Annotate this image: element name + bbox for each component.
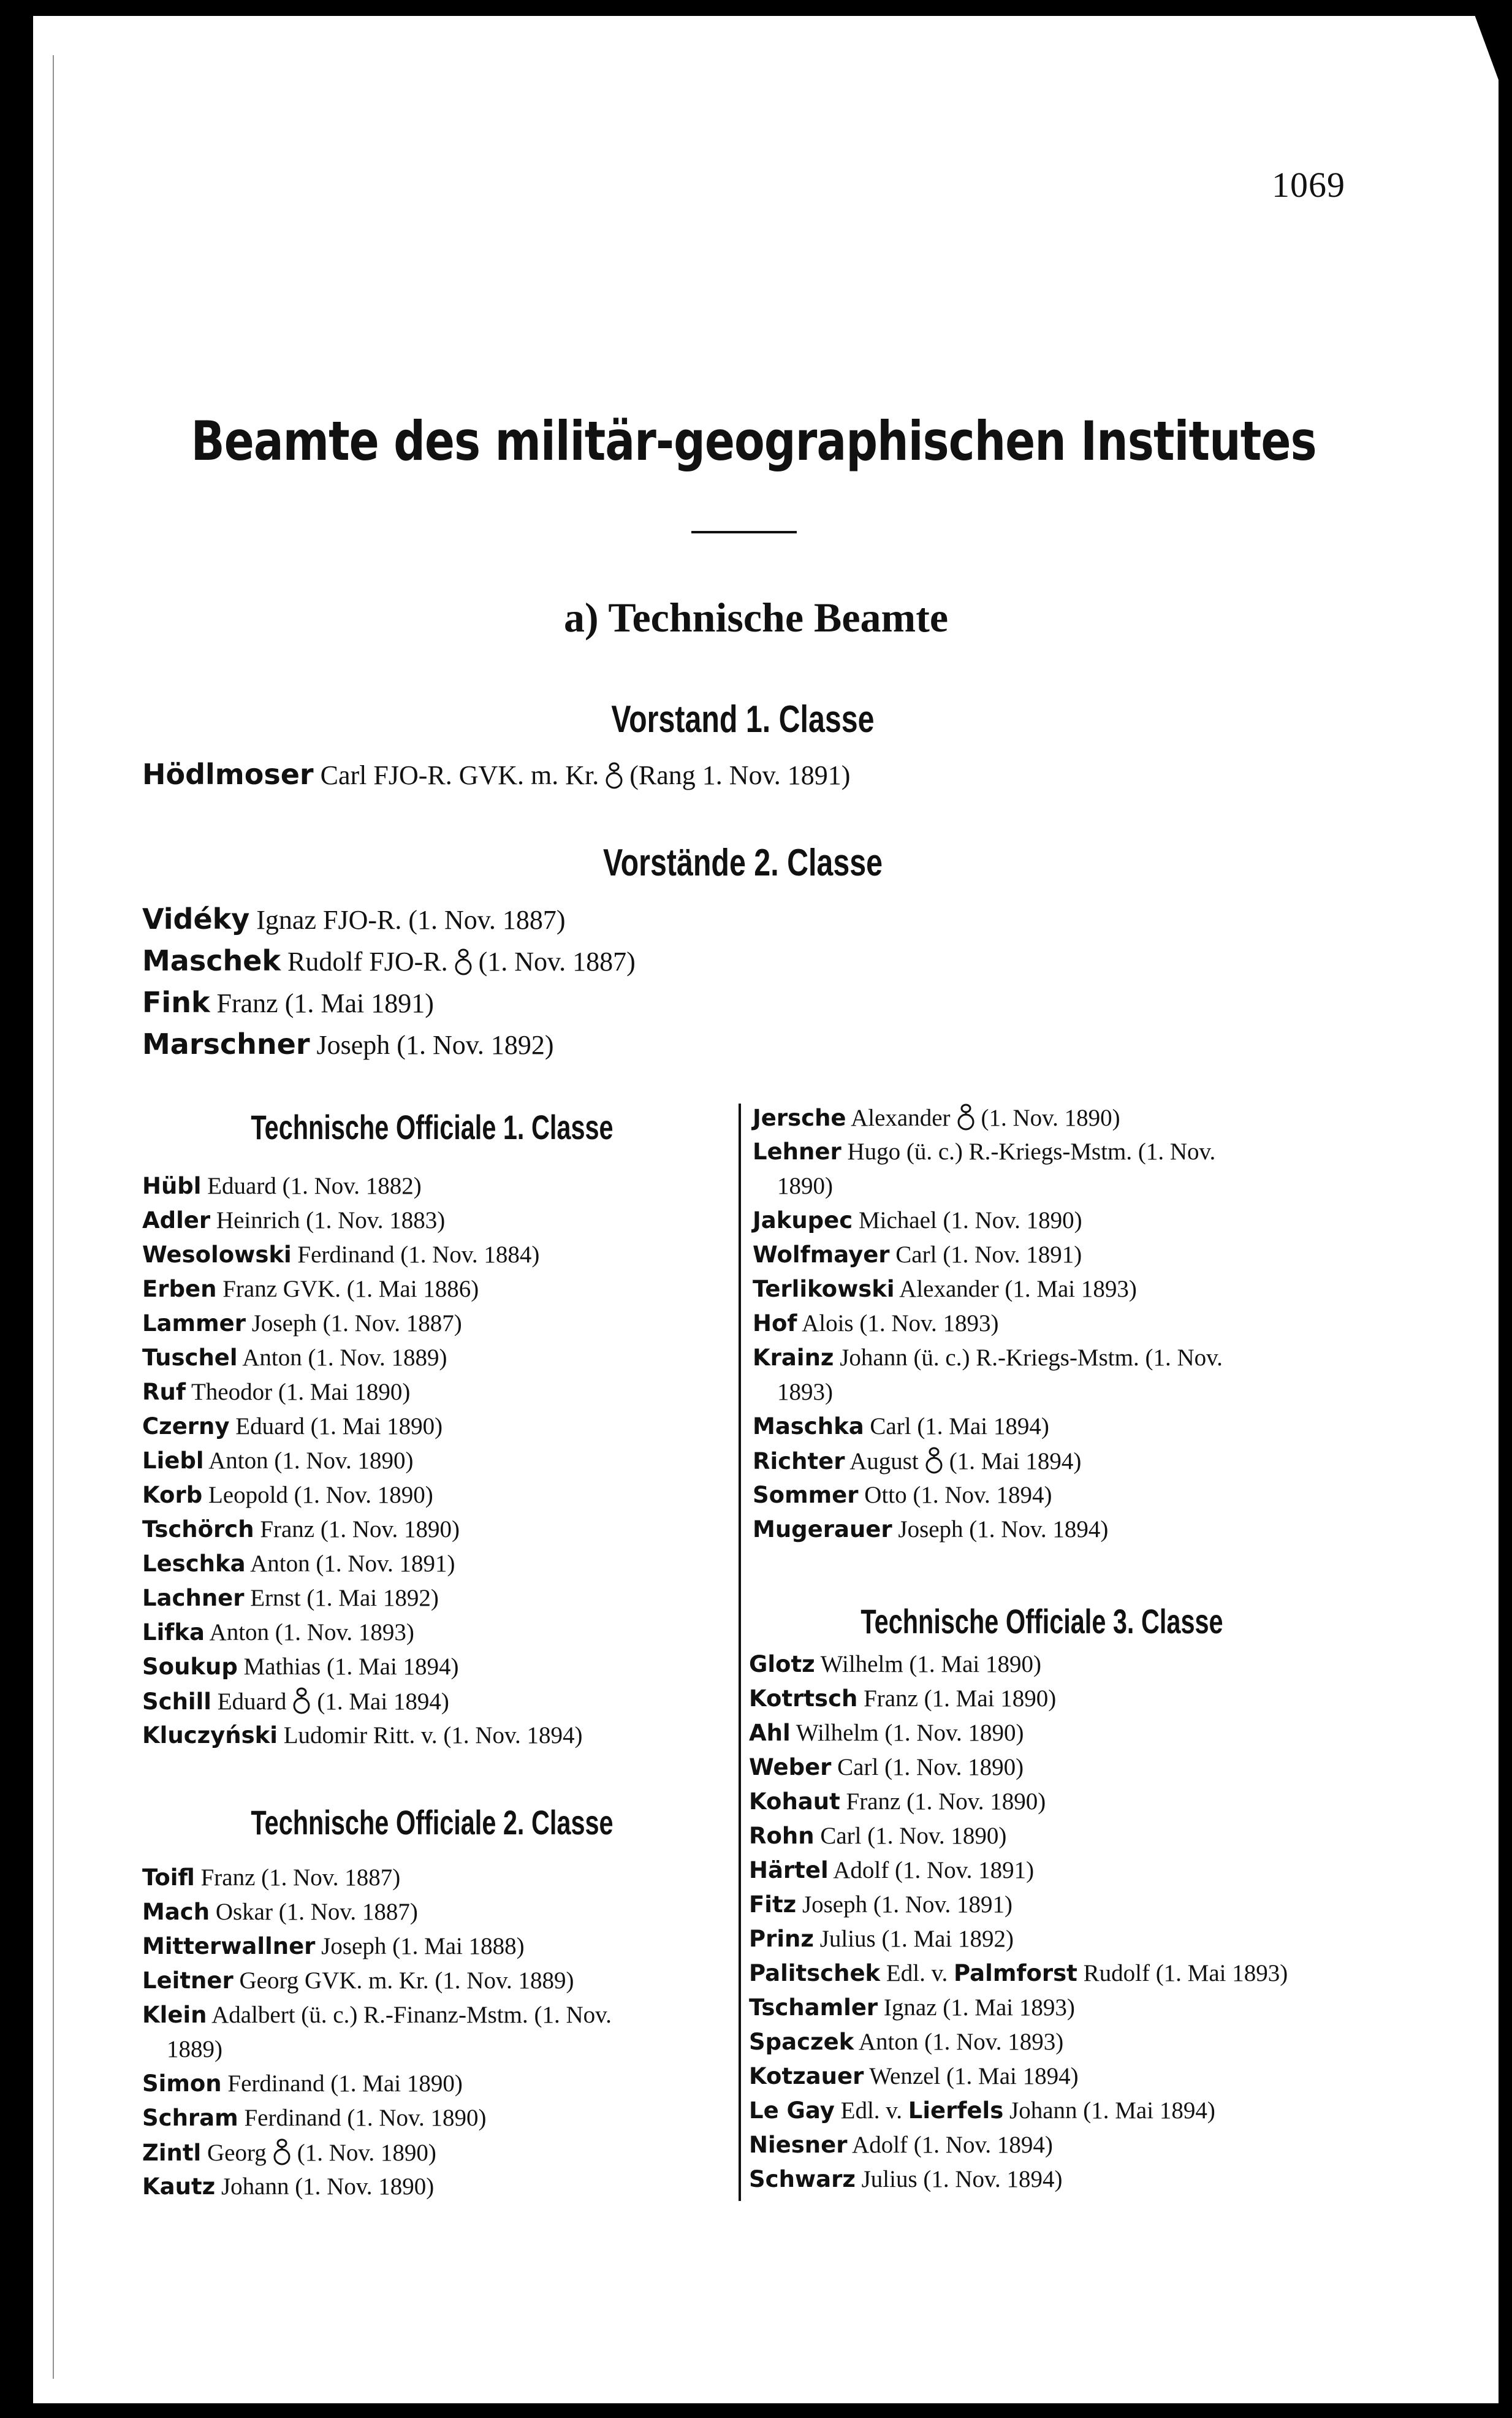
entry-surname: Sommer	[753, 1482, 859, 1508]
entry-surname: Härtel	[749, 1857, 829, 1883]
personnel-entry	[749, 1925, 1014, 1953]
entry-surname: Schram	[142, 2105, 238, 2131]
entry-surname: Adler	[142, 1207, 211, 1234]
entry-surname: Vidéky	[142, 902, 250, 936]
personnel-entry	[749, 2062, 1079, 2090]
entry-surname: Hof	[753, 1310, 797, 1337]
entry-details: Hugo (ü. c.) R.-Kriegs-Mstm. (1. Nov.	[841, 1138, 1216, 1165]
entry-details: August	[845, 1448, 919, 1474]
entry-details: Anton (1. Nov. 1889)	[237, 1344, 447, 1371]
entry-surname: Toifl	[142, 1864, 195, 1891]
title-divider	[691, 531, 797, 533]
personnel-entry-continuation: 1889)	[167, 2036, 222, 2062]
entry-date: (Rang 1. Nov. 1891)	[629, 760, 851, 790]
entry-surname: Fitz	[749, 1891, 797, 1918]
entry-details: Georg	[201, 2140, 267, 2166]
entry-details: Rudolf (1. Mai 1893)	[1077, 1960, 1288, 1986]
personnel-entry	[753, 1413, 1049, 1440]
personnel-entry	[749, 2028, 1063, 2056]
entry-details: Anton (1. Nov. 1893)	[854, 2029, 1064, 2055]
entry-date: (1. Mai 1894)	[317, 1688, 449, 1715]
entry-surname: Terlikowski	[753, 1276, 895, 1302]
entry-surname: Lammer	[142, 1310, 246, 1337]
personnel-entry	[749, 1788, 1046, 1815]
personnel-entry	[749, 1685, 1056, 1712]
entry-details: Carl FJO-R. GVK. m. Kr.	[313, 760, 599, 790]
personnel-entry	[142, 902, 566, 936]
order-decoration-icon	[273, 2138, 291, 2167]
entry-details: Johann (1. Mai 1894)	[1003, 2097, 1215, 2124]
entry-surname: Kautz	[142, 2173, 216, 2200]
entry-details: Anton (1. Nov. 1891)	[245, 1550, 455, 1577]
personnel-entry	[142, 2001, 612, 2029]
entry-surname: Liebl	[142, 1447, 204, 1474]
entry-surname: Marschner	[142, 1028, 310, 1061]
personnel-entry	[142, 1413, 443, 1440]
entry-details: Ferdinand (1. Mai 1890)	[221, 2070, 463, 2097]
entry-details: Alexander	[846, 1105, 951, 1131]
order-decoration-icon	[925, 1447, 943, 1475]
entry-details: Wilhelm (1. Mai 1890)	[815, 1651, 1041, 1677]
entry-details: Eduard (1. Mai 1890)	[229, 1413, 443, 1440]
entry-details: Carl (1. Mai 1894)	[864, 1413, 1049, 1440]
personnel-entry	[749, 1994, 1075, 2021]
entry-surname: Czerny	[142, 1413, 230, 1440]
entry-surname-predicate: Palmforst	[954, 1960, 1077, 1986]
entry-surname: Mugerauer	[753, 1516, 892, 1543]
entry-surname: Lachner	[142, 1585, 245, 1611]
entry-surname: Fink	[142, 986, 210, 1019]
entry-details: Julius (1. Nov. 1894)	[855, 2166, 1063, 2192]
entry-surname: Jersche	[753, 1105, 846, 1131]
entry-details: Carl (1. Nov. 1890)	[814, 1823, 1007, 1849]
entry-details: Edl. v.	[880, 1960, 954, 1986]
entry-details: Leopold (1. Nov. 1890)	[202, 1482, 433, 1508]
entry-details: Georg GVK. m. Kr. (1. Nov. 1889)	[233, 1967, 574, 1994]
personnel-entry	[749, 1856, 1034, 1884]
scan-corner-fold	[1469, 0, 1512, 116]
personnel-entry	[142, 1898, 418, 1926]
personnel-entry	[142, 1584, 439, 1612]
personnel-entry	[142, 1864, 400, 1891]
personnel-entry	[142, 1172, 422, 1200]
personnel-entry	[142, 2104, 486, 2132]
entry-surname: Richter	[753, 1448, 845, 1474]
officiale-3-heading: Technische Officiale 3. Classe	[860, 1602, 1223, 1641]
entry-surname: Leschka	[142, 1550, 246, 1577]
entry-details: Ignaz FJO-R. (1. Nov. 1887)	[249, 905, 566, 935]
entry-surname: Tschörch	[142, 1516, 254, 1543]
entry-surname: Kohaut	[749, 1788, 840, 1815]
personnel-entry	[142, 1241, 539, 1268]
personnel-entry	[753, 1275, 1137, 1303]
entry-details: Otto (1. Nov. 1894)	[858, 1482, 1052, 1508]
entry-details: Johann (ü. c.) R.-Kriegs-Mstm. (1. Nov.	[834, 1344, 1223, 1371]
personnel-entry	[142, 1967, 574, 1994]
personnel-entry	[142, 1687, 449, 1715]
personnel-entry	[753, 1516, 1108, 1543]
entry-surname: Weber	[749, 1754, 832, 1780]
entry-details: Joseph (1. Nov. 1887)	[246, 1310, 462, 1337]
entry-surname: Prinz	[749, 1926, 814, 1952]
entry-surname: Le Gay	[749, 2097, 835, 2124]
page-edge-line	[53, 55, 54, 2379]
order-decoration-icon	[605, 762, 623, 790]
entry-details: Ernst (1. Mai 1892)	[244, 1585, 439, 1611]
personnel-entry	[753, 1241, 1082, 1268]
entry-surname: Krainz	[753, 1344, 834, 1371]
entry-details: Carl (1. Nov. 1891)	[889, 1241, 1082, 1268]
entry-surname: Wesolowski	[142, 1241, 292, 1268]
personnel-entry	[749, 1753, 1024, 1781]
entry-details: Theodor (1. Mai 1890)	[185, 1379, 411, 1405]
entry-details: Mathias (1. Mai 1894)	[237, 1653, 459, 1680]
personnel-entry	[142, 1378, 410, 1406]
entry-details: Adolf (1. Nov. 1891)	[828, 1857, 1035, 1883]
entry-surname: Hübl	[142, 1173, 202, 1199]
personnel-entry	[749, 1650, 1041, 1678]
entry-details: Eduard	[211, 1688, 287, 1715]
entry-surname: Tschamler	[749, 1994, 878, 2021]
personnel-entry	[142, 1619, 414, 1646]
entry-surname: Zintl	[142, 2140, 202, 2166]
personnel-entry	[142, 986, 434, 1019]
entry-details: Alois (1. Nov. 1893)	[797, 1310, 999, 1337]
vorstand-2-heading: Vorstände 2. Classe	[602, 842, 883, 884]
personnel-entry	[753, 1481, 1052, 1509]
entry-surname: Maschka	[753, 1413, 864, 1440]
entry-surname-predicate: Lierfels	[908, 2097, 1004, 2124]
personnel-entry	[142, 1344, 447, 1371]
personnel-entry	[142, 1028, 554, 1061]
entry-date: (1. Mai 1894)	[949, 1448, 1082, 1474]
entry-surname: Wolfmayer	[753, 1241, 890, 1268]
personnel-entry	[749, 1891, 1012, 1918]
entry-details: Anton (1. Nov. 1893)	[204, 1619, 414, 1646]
scan-border-left	[0, 0, 33, 2418]
personnel-entry	[142, 1932, 525, 1960]
entry-details: Ferdinand (1. Nov. 1890)	[238, 2105, 487, 2131]
personnel-entry-continuation: 1893)	[777, 1379, 833, 1405]
entry-details: Joseph (1. Nov. 1894)	[892, 1516, 1109, 1543]
entry-details: Julius (1. Mai 1892)	[813, 1926, 1014, 1952]
entry-surname: Korb	[142, 1482, 203, 1508]
personnel-entry	[142, 1516, 460, 1543]
entry-date: (1. Nov. 1890)	[297, 2140, 436, 2166]
personnel-entry-continuation: 1890)	[777, 1173, 833, 1199]
entry-surname: Lehner	[753, 1138, 841, 1165]
personnel-entry	[142, 1207, 445, 1234]
personnel-entry	[753, 1207, 1082, 1234]
entry-details: Franz (1. Nov. 1887)	[194, 1864, 401, 1891]
personnel-entry	[142, 1481, 433, 1509]
entry-details: Alexander (1. Mai 1893)	[894, 1276, 1137, 1302]
entry-surname: Leitner	[142, 1967, 234, 1994]
entry-details: Joseph (1. Mai 1888)	[315, 1933, 525, 1959]
personnel-entry	[749, 2097, 1215, 2124]
entry-surname: Schill	[142, 1688, 211, 1715]
entry-surname: Kotrtsch	[749, 1685, 858, 1712]
entry-surname: Maschek	[142, 944, 281, 977]
personnel-entry	[749, 1822, 1006, 1850]
officiale-2-heading: Technische Officiale 2. Classe	[251, 1803, 614, 1842]
entry-surname: Ruf	[142, 1379, 186, 1405]
personnel-entry	[142, 1447, 414, 1474]
personnel-entry	[142, 1275, 479, 1303]
entry-surname: Palitschek	[749, 1960, 881, 1986]
entry-details: Anton (1. Nov. 1890)	[203, 1447, 414, 1474]
entry-details: Michael (1. Nov. 1890)	[853, 1207, 1082, 1234]
personnel-entry	[749, 1959, 1288, 1987]
personnel-entry	[142, 1653, 459, 1680]
entry-details: Oskar (1. Nov. 1887)	[210, 1899, 418, 1925]
entry-details: Ludomir Ritt. v. (1. Nov. 1894)	[277, 1722, 583, 1749]
entry-surname: Rohn	[749, 1823, 815, 1849]
entry-details: Franz (1. Nov. 1890)	[840, 1788, 1046, 1815]
order-decoration-icon	[292, 1687, 311, 1715]
scan-border-right	[1499, 0, 1512, 2418]
entry-surname: Niesner	[749, 2132, 848, 2158]
personnel-entry	[142, 2138, 436, 2167]
entry-details: Wilhelm (1. Nov. 1890)	[790, 1720, 1024, 1746]
personnel-entry	[142, 1550, 455, 1577]
entry-details: Heinrich (1. Nov. 1883)	[210, 1207, 446, 1234]
personnel-entry	[749, 1719, 1024, 1747]
entry-surname: Glotz	[749, 1651, 815, 1677]
entry-surname: Mach	[142, 1899, 210, 1925]
entry-details: Edl. v.	[834, 2097, 908, 2124]
personnel-entry	[142, 1722, 583, 1749]
personnel-entry	[753, 1344, 1223, 1371]
entry-details: Carl (1. Nov. 1890)	[831, 1754, 1024, 1780]
entry-details: Joseph (1. Nov. 1891)	[796, 1891, 1012, 1918]
order-decoration-icon	[454, 948, 473, 977]
personnel-entry	[142, 944, 636, 977]
personnel-entry	[749, 2131, 1053, 2159]
entry-details: Joseph (1. Nov. 1892)	[310, 1030, 554, 1060]
entry-surname: Jakupec	[753, 1207, 853, 1234]
entry-surname: Simon	[142, 2070, 222, 2097]
entry-surname: Klein	[142, 2002, 207, 2028]
entry-surname: Hödlmoser	[142, 758, 314, 791]
personnel-entry	[753, 1138, 1215, 1165]
entry-details: Eduard (1. Nov. 1882)	[201, 1173, 422, 1199]
personnel-entry	[753, 1310, 998, 1337]
vorstand-1-heading: Vorstand 1. Classe	[611, 698, 875, 741]
entry-surname: Erben	[142, 1276, 217, 1302]
entry-surname: Kotzauer	[749, 2063, 864, 2089]
entry-details: Ferdinand (1. Nov. 1884)	[291, 1241, 540, 1268]
personnel-entry	[142, 2070, 463, 2097]
entry-details: Franz (1. Nov. 1890)	[254, 1516, 460, 1543]
entry-surname: Ahl	[749, 1720, 791, 1746]
entry-details: Franz (1. Mai 1890)	[857, 1685, 1057, 1712]
order-decoration-icon	[957, 1104, 975, 1132]
entry-surname: Spaczek	[749, 2029, 854, 2055]
entry-details: Franz GVK. (1. Mai 1886)	[216, 1276, 479, 1302]
column-divider	[739, 1104, 741, 2201]
personnel-entry	[142, 2173, 434, 2200]
scan-border-bottom	[0, 2403, 1512, 2418]
entry-details: Adolf (1. Nov. 1894)	[847, 2132, 1053, 2158]
page-title: Beamte des militär-geographischen Institutes	[191, 410, 1316, 473]
personnel-entry	[142, 758, 850, 791]
personnel-entry	[753, 1104, 1120, 1132]
entry-details: Wenzel (1. Mai 1894)	[864, 2063, 1079, 2089]
section-heading: a) Technische Beamte	[563, 594, 949, 641]
personnel-entry	[749, 2165, 1063, 2193]
entry-surname: Soukup	[142, 1653, 238, 1680]
entry-details: Ignaz (1. Mai 1893)	[878, 1994, 1075, 2021]
entry-surname: Mitterwallner	[142, 1933, 316, 1959]
entry-details: Adalbert (ü. c.) R.-Finanz-Mstm. (1. Nov.	[207, 2002, 612, 2028]
entry-surname: Kluczyński	[142, 1722, 278, 1749]
entry-date: (1. Nov. 1890)	[981, 1105, 1120, 1131]
entry-surname: Tuschel	[142, 1344, 238, 1371]
entry-surname: Schwarz	[749, 2166, 856, 2192]
scan-border-top	[0, 0, 1512, 16]
personnel-entry	[142, 1310, 462, 1337]
entry-details: Johann (1. Nov. 1890)	[215, 2173, 435, 2200]
officiale-1-heading: Technische Officiale 1. Classe	[251, 1108, 614, 1146]
personnel-entry	[753, 1447, 1081, 1475]
entry-details: Rudolf FJO-R.	[281, 947, 448, 977]
entry-surname: Lifka	[142, 1619, 205, 1646]
entry-date: (1. Nov. 1887)	[478, 947, 636, 977]
page-number: 1069	[1272, 165, 1345, 205]
entry-details: Franz (1. Mai 1891)	[210, 988, 434, 1018]
